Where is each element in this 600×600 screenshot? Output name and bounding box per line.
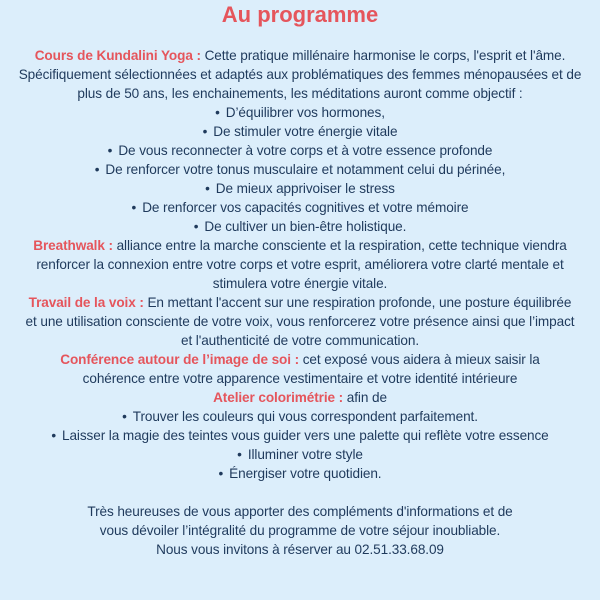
colorimetry-section: [0, 388, 600, 483]
list-item-text: Laisser la magie des teintes vous guider vers une palette qui reflète votre essence: [62, 428, 549, 443]
bullet-icon: •: [94, 162, 100, 177]
breathwalk-line: [0, 236, 600, 255]
list-item: [0, 198, 600, 217]
bullet-icon: •: [193, 219, 199, 234]
list-item: [0, 464, 600, 483]
bullet-icon: •: [202, 124, 208, 139]
closing-line-2: vous dévoiler l’intégralité du programme de votre séjour inoubliable.: [99, 523, 501, 538]
list-item: [0, 141, 600, 160]
list-item-text: Illuminer votre style: [247, 447, 363, 462]
list-item-text: De mieux apprivoiser le stress: [215, 181, 395, 196]
list-item: [0, 445, 600, 464]
conference-heading: Conférence autour de l’image de soi :: [60, 352, 300, 367]
list-item-text: De cultiver un bien-être holistique.: [204, 219, 407, 234]
closing-section: [0, 502, 600, 559]
spacer: [0, 483, 600, 502]
list-item-text: Trouver les couleurs qui vous correspondent parfaitement.: [132, 409, 478, 424]
colorimetry-text: afin de: [343, 390, 387, 405]
list-item: [0, 160, 600, 179]
breathwalk-line-2: renforcer la connexion entre votre corps et votre esprit, améliorera votre clarté mentale et: [36, 257, 564, 272]
list-item: [0, 179, 600, 198]
list-item: [0, 122, 600, 141]
voice-text: En mettant l'accent sur une respiration profonde, une posture équilibrée: [143, 295, 572, 310]
closing-line-1: Très heureuses de vous apporter des compléments d'informations et de: [87, 504, 513, 519]
list-item: [0, 426, 600, 445]
bullet-icon: •: [218, 466, 224, 481]
list-item: [0, 407, 600, 426]
conference-line: [0, 350, 600, 369]
list-item-text: Énergiser votre quotidien.: [229, 466, 382, 481]
closing-line-3: Nous vous invitons à réserver au 02.51.33.68.09: [156, 542, 444, 557]
voice-line-2: et une utilisation consciente de votre voix, vous renforcerez votre présence ainsi que l’impact: [25, 314, 575, 329]
list-item-text: De renforcer votre tonus musculaire et notamment celui du périnée,: [105, 162, 506, 177]
bullet-icon: •: [107, 143, 113, 158]
conference-line-2: cohérence entre votre apparence vestimentaire et votre identité intérieure: [82, 371, 518, 386]
breathwalk-heading: Breathwalk :: [33, 238, 113, 253]
program-content: [0, 46, 600, 559]
breathwalk-text: alliance entre la marche consciente et la respiration, cette technique viendra: [112, 238, 567, 253]
colorimetry-line: [0, 388, 600, 407]
list-item-text: De vous reconnecter à votre corps et à votre essence profonde: [118, 143, 493, 158]
page-title: Au programme: [221, 2, 379, 27]
kundalini-heading: Cours de Kundalini Yoga :: [34, 48, 201, 63]
bullet-icon: •: [51, 428, 56, 443]
list-item-text: D’équilibrer vos hormones,: [225, 105, 385, 120]
kundalini-intro-line: [0, 46, 600, 65]
breathwalk-line-3: stimulera votre énergie vitale.: [212, 276, 388, 291]
list-item: [0, 103, 600, 122]
list-item-text: De stimuler votre énergie vitale: [213, 124, 398, 139]
conference-section: [0, 350, 600, 388]
bullet-icon: •: [237, 447, 242, 462]
kundalini-section: [0, 46, 600, 236]
kundalini-intro-line-3: plus de 50 ans, les enchainements, les méditations auront comme objectif :: [77, 86, 523, 101]
kundalini-intro-line-2: Spécifiquement sélectionnées et adaptés aux problématiques des femmes ménopausées et de: [18, 67, 582, 82]
bullet-icon: •: [215, 105, 220, 120]
bullet-icon: •: [122, 409, 127, 424]
voice-line-3: et l'authenticité de votre communication.: [180, 333, 420, 348]
bullet-icon: •: [205, 181, 210, 196]
voice-section: [0, 293, 600, 350]
bullet-icon: •: [131, 200, 137, 215]
colorimetry-heading: Atelier colorimétrie :: [213, 390, 344, 405]
list-item: [0, 217, 600, 236]
list-item-text: De renforcer vos capacités cognitives et votre mémoire: [142, 200, 469, 215]
voice-heading: Travail de la voix :: [28, 295, 144, 310]
conference-text: cet exposé vous aidera à mieux saisir la: [299, 352, 540, 367]
breathwalk-section: [0, 236, 600, 293]
kundalini-intro-text: Cette pratique millénaire harmonise le corps, l'esprit et l'âme.: [200, 48, 566, 63]
voice-line: [0, 293, 600, 312]
